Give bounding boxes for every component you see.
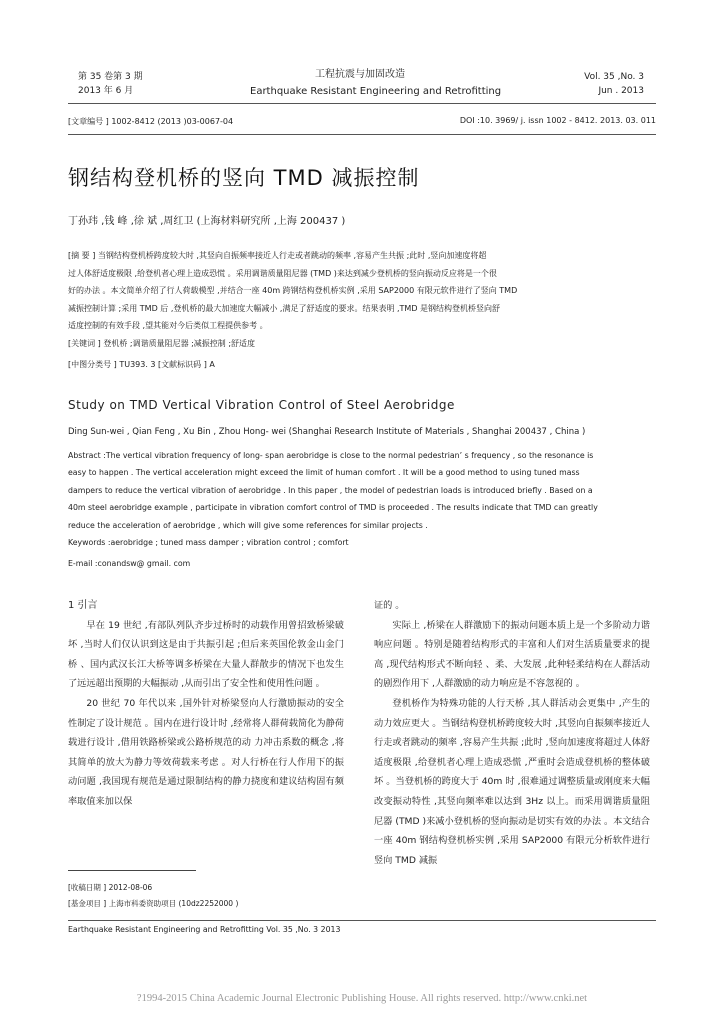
header-left: [78, 70, 143, 98]
header-rule: [68, 103, 656, 104]
authors-cn: 丁孙玮 ,钱 峰 ,徐 斌 ,周红卫 (上海材料研究所 ,上海 200437 ): [68, 216, 346, 227]
body-paragraph: 实际上 ,桥梁在人群激励下的振动问题本质上是一个多阶动力谐响应问题 。特别是随着结构形式的丰富和人们对生活质量要求的提高 ,现代结构形式不断向轻 、柔、大发展 ,此种轻柔结构在人群活动的剧烈作用下 ,人群激励的动力响应是不容忽视的 。: [374, 619, 650, 690]
footnote-received: [收稿日期 ] 2012-08-06: [68, 883, 153, 892]
cnki-watermark: ?1994-2015 China Academic Journal Electronic Publishing House. All rights reserved. http://www.cnki.net: [136, 993, 588, 1004]
footer-rule: [68, 920, 656, 921]
journal-name-cn: 工程抗震与加固改造: [315, 69, 405, 80]
abstract-cn-line: 好的办法 。本文简单介绍了行人荷载模型 ,并结合一座 40m 跨钢结构登机桥实例 ,采用 SAP2000 有限元软件进行了竖向 TMD: [68, 286, 518, 295]
abstract-en-line: easy to happen . The vertical acceleration might exceed the limit of human comfort . It will be a good method to using tuned mass: [68, 468, 580, 478]
abstract-en-line: reduce the acceleration of aerobridge , which will give some references for similar projects .: [68, 520, 428, 530]
abstract-cn-line: 过人体舒适度极限 ,给登机者心理上造成恐慌 。采用调谐质量阻尼器 (TMD )来达到减少登机桥的竖向振动反应将是一个很: [68, 268, 497, 278]
abstract-cn-line: 减振控制计算 ;采用 TMD 后 ,登机桥的最大加速度大幅减小 ,满足了舒适度的要求。结果表明 ,TMD 是钢结构登机桥竖向舒: [68, 303, 501, 313]
keywords-en: Keywords :aerobridge ; tuned mass damper ; vibration control ; comfort: [68, 538, 349, 548]
header-center: [250, 66, 502, 100]
date-en: Jun . 2013: [598, 86, 644, 96]
body-left-column: [68, 596, 344, 812]
header-right: [560, 70, 644, 98]
keywords-cn: [关键词 ] 登机桥 ;调谐质量阻尼器 ;减振控制 ;舒适度: [68, 338, 256, 348]
paper-title-cn: 钢结构登机桥的竖向 TMD 减振控制: [68, 166, 420, 190]
body-paragraph: 20 世纪 70 年代以来 ,国外针对桥梁竖向人行激励振动的安全性制定了设计规范 。国内在进行设计时 ,经常将人群荷载简化为静荷载进行设计 ,借用铁路桥梁或公路桥规范的动 力冲击系数的概念 ,将其简单的放大为静力等效荷载来考虑 。对人行桥在行人作用下的振动问题 ,我国现有规范是通过限制结构的静力挠度和建议结构固有频率取值来加以保: [68, 697, 344, 807]
footer-journal: Earthquake Resistant Engineering and Retrofitting Vol. 35 ,No. 3 2013: [68, 925, 341, 934]
date-cn: 2013 年 6 月: [78, 86, 134, 96]
authors-en: Ding Sun-wei , Qian Feng , Xu Bin , Zhou Hong- wei (Shanghai Research Institute of Materials , Shanghai 200437 , China ): [68, 427, 586, 437]
body-paragraph: 登机桥作为特殊功能的人行天桥 ,其人群活动会更集中 ,产生的动力效应更大 。当钢结构登机桥跨度较大时 ,其竖向自振频率接近人行走或者跳动的频率 ,容易产生共振 ;此时 ,竖向加速度将超过人体舒适度极限 ,给登机者心理上造成恐慌 ,严重时会造成登机桥的整体破坏 。当登机桥的跨度大于 40m 时 ,很难通过调整质量或刚度来大幅改变振动特性 ,其竖向频率难以达到 3Hz 以上。而采用调谐质量阻尼器 (TMD )来减小登机桥的竖向振动是切实有效的办法 。本文结合一座 40m 钢结构登机桥实例 ,采用 SAP2000 有限元分析软件进行竖向 TMD 减振: [374, 697, 650, 866]
volume-cn: 第 35 卷第 3 期: [78, 72, 143, 82]
abstract-en-line: dampers to reduce the vertical vibration of aerobridge . In this paper , the model of pedestrian loads is introduced briefly . Based on a: [68, 485, 593, 495]
meta-rule: [68, 134, 656, 135]
doi: DOI :10. 3969/ j. issn 1002 - 8412. 2013. 03. 011: [459, 116, 656, 125]
footnote-fund: [基金项目 ] 上海市科委资助项目 (10dz2252000 ): [68, 899, 239, 908]
volume-en: Vol. 35 ,No. 3: [584, 72, 644, 82]
section-heading: 1 引言: [68, 600, 98, 611]
abstract-cn-line: [摘 要 ] 当钢结构登机桥跨度较大时 ,其竖向自振频率接近人行走或者跳动的频率 ,容易产生共振 ;此时 ,竖向加速度将超: [68, 251, 487, 260]
classification-cn: [中图分类号 ] TU393. 3 [文献标识码 ] A: [68, 360, 215, 369]
abstract-en: [68, 447, 656, 573]
paper-title-en: Study on TMD Vertical Vibration Control of Steel Aerobridge: [68, 398, 455, 412]
journal-name-en: Earthquake Resistant Engineering and Retrofitting: [250, 86, 502, 97]
body-paragraph: 证的 。: [374, 600, 405, 611]
abstract-cn-line: 适度控制的有效手段 ,望其能对今后类似工程提供参考 。: [68, 321, 268, 330]
email: E-mail :conandsw@ gmail. com: [68, 559, 191, 569]
abstract-en-line: 40m steel aerobridge example , participate in vibration comfort control of TMD is proceeded . The results indicate that TMD can greatly: [68, 503, 598, 513]
article-number: [文章编号 ] 1002-8412 (2013 )03-0067-04: [68, 117, 234, 126]
body-paragraph: 早在 19 世纪 ,有部队列队齐步过桥时的动载作用曾招致桥梁破坏 ,当时人们仅认识到这是由于共振引起 ;但后来英国伦敦金山金门桥 、国内武汉长江大桥等调多桥梁在大量人群散步的情况下也发生了远远超出预期的大幅振动 ,从而引出了安全性和使用性问题 。: [68, 619, 344, 690]
abstract-cn: [68, 247, 656, 374]
footnote-rule: [68, 870, 196, 871]
body-right-column: [374, 596, 650, 870]
abstract-en-line: Abstract :The vertical vibration frequency of long- span aerobridge is close to the normal pedestrian’ s frequency , so the resonance is: [68, 451, 594, 460]
